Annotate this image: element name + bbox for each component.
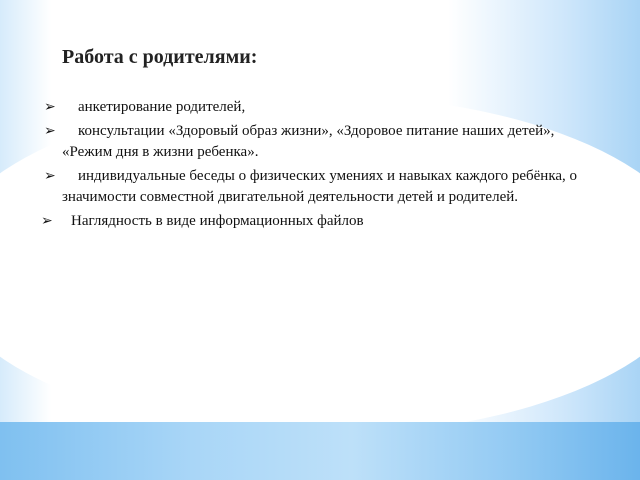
list-item-text: Наглядность в виде информационных файлов [71,213,364,229]
arrow-bullet-icon: ➢ [41,214,53,229]
list-item-text: анкетирование родителей, [78,99,246,115]
slide-title: Работа с родителями: [62,46,258,68]
bullet-list [41,97,604,235]
list-item [41,211,604,232]
list-item-text: индивидуальные беседы о физических умениях и навыках каждого ребёнка, о значимости совместной двигательной деятельности детей и родителей. [62,168,578,205]
list-item-text: консультации «Здоровый образ жизни», «Здоровое питание наших детей», «Режим дня в жизни ребенка». [62,123,555,160]
list-item [44,121,604,163]
arrow-bullet-icon: ➢ [44,124,56,139]
list-item [44,166,604,208]
arrow-bullet-icon: ➢ [44,100,56,115]
arrow-bullet-icon: ➢ [44,169,56,184]
list-item [44,97,604,118]
